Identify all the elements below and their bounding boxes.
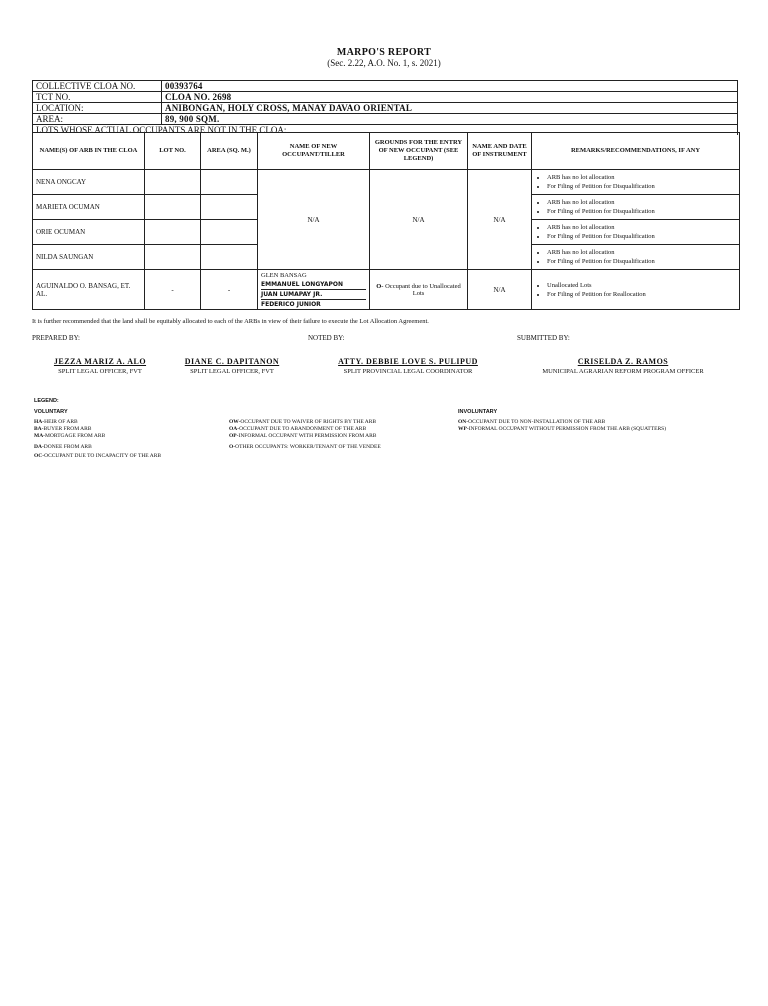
area-cell: - (201, 270, 258, 310)
remark-item: • For Filing of Petition for Disqualification (547, 182, 736, 191)
tct-label: TCT NO. (33, 92, 162, 103)
legend-item: OP-INFORMAL OCCUPANT WITH PERMISSION FROM ARB (229, 433, 377, 439)
legend-item: WP-INFORMAL OCCUPANT WITHOUT PERMISSION FROM THE ARB (SQUATTERS) (458, 426, 667, 432)
lots-label: LOTS WHOSE ACTUAL OCCUPANTS ARE NOT IN THE CLOA: (33, 125, 738, 136)
occupant-name: JUAN LUMAPAY JR. (261, 290, 366, 300)
legend-item: BA-BUYER FROM ARB (34, 426, 92, 432)
recommendation-note: It is further recommended that the land shall be equitably allocated to each of the ARBs in view of their failure to execute the Lot Allocation Agreement. (32, 318, 429, 325)
table-row (33, 170, 740, 195)
location-label: LOCATION: (33, 103, 162, 114)
remark-item: • ARB has no lot allocation (547, 248, 736, 257)
grounds-cell (370, 270, 468, 310)
legend-voluntary: VOLUNTARY (34, 409, 68, 415)
occupant-name: FEDERICO JUNIOR (261, 300, 321, 308)
col-header-instrument: NAME AND DATE OF INSTRUMENT (468, 133, 532, 170)
area-cell (201, 170, 258, 195)
lot-no-cell: - (145, 270, 201, 310)
legend-item: DA-DONEE FROM ARB (34, 444, 92, 450)
noted-by-label: NOTED BY: (308, 334, 345, 342)
remarks-cell (532, 170, 740, 195)
cloa-value: 00393764 (162, 81, 738, 92)
ground-text: Occupant due to Unallocated Lots (383, 282, 461, 297)
legend-item: HA-HEIR OF ARB (34, 419, 78, 425)
remark-item: • For Filing of Petition for Disqualification (547, 257, 736, 266)
signatory-position: MUNICIPAL AGRARIAN REFORM PROGRAM OFFICER (542, 368, 704, 375)
legend-item: O-OTHER OCCUPANTS: WORKER/TENANT OF THE VENDEE (229, 444, 381, 450)
legend-col-2 (229, 419, 381, 451)
legend-title: LEGEND: (34, 398, 59, 404)
lot-no-cell (145, 245, 201, 270)
report-subtitle: (Sec. 2.22, A.O. No. 1, s. 2021) (327, 58, 441, 68)
arb-name: NILDA SAUNGAN (33, 245, 145, 270)
instrument-merged: N/A (468, 170, 532, 270)
col-header-lot-no: LOT NO. (145, 133, 201, 170)
legend-involuntary: INVOLUNTARY (458, 409, 498, 415)
area-cell (201, 220, 258, 245)
signatory-position: SPLIT LEGAL OFFICER, FVT (190, 368, 274, 375)
remark-item: • Unallocated Lots (547, 281, 736, 290)
remarks-cell (532, 245, 740, 270)
signatory-name: CRISELDA Z. RAMOS (577, 357, 669, 366)
cloa-label: COLLECTIVE CLOA NO. (33, 81, 162, 92)
remark-item: • ARB has no lot allocation (547, 223, 736, 232)
ground-code: O- (376, 282, 384, 290)
occupant-name: EMMANUEL LONGYAPON (261, 280, 366, 290)
area-cell (201, 195, 258, 220)
occupant-name: GLEN BANSAG (261, 271, 307, 279)
remark-item: • For Filing of Petition for Disqualification (547, 207, 736, 216)
arb-name: AGUINALDO O. BANSAG, ET. AL. (33, 270, 145, 310)
new-occupants-cell (258, 270, 370, 310)
remark-item: • For Filing of Petition for Reallocation (547, 290, 736, 299)
legend-item: OC-OCCUPANT DUE TO INCAPACITY OF THE ARB (34, 453, 162, 459)
remark-item: • For Filing of Petition for Disqualification (547, 232, 736, 241)
col-header-arb-name: NAME(S) OF ARB IN THE CLOA (33, 133, 145, 170)
submitted-by-label: SUBMITTED BY: (517, 334, 570, 342)
area-value: 89, 900 SQM. (162, 114, 738, 125)
legend-item: OW-OCCUPANT DUE TO WAIVER OF RIGHTS BY THE ARB (229, 419, 377, 425)
lot-no-cell (145, 170, 201, 195)
col-header-area: AREA (SQ. M.) (201, 133, 258, 170)
legend-item: ON-OCCUPANT DUE TO NON-INSTALLATION OF THE ARB (458, 419, 606, 425)
remark-item: • ARB has no lot allocation (547, 198, 736, 207)
col-header-new-occupant: NAME OF NEW OCCUPANT/TILLER (258, 133, 370, 170)
remarks-cell (532, 195, 740, 220)
legend-col-1 (34, 419, 161, 460)
arb-name: ORIE OCUMAN (33, 220, 145, 245)
area-label: AREA: (33, 114, 162, 125)
lot-no-cell (145, 195, 201, 220)
prepared-by-label: PREPARED BY: (32, 334, 80, 342)
legend-col-3 (458, 419, 666, 433)
legend-item: MA-MORTGAGE FROM ARB (34, 433, 106, 439)
tct-value: CLOA NO. 2698 (162, 92, 738, 103)
signatory-name: ATTY. DEBBIE LOVE S. PULIPUD (338, 357, 478, 366)
arb-name: NENA ONGCAY (33, 170, 145, 195)
report-title: MARPO'S REPORT (336, 47, 432, 58)
table-row (33, 270, 740, 310)
grounds-merged: N/A (370, 170, 468, 270)
cloa-info-table (32, 80, 738, 135)
area-cell (201, 245, 258, 270)
signatory-position: SPLIT PROVINCIAL LEGAL COORDINATOR (343, 368, 473, 375)
location-value: ANIBONGAN, HOLY CROSS, MANAY DAVAO ORIENTAL (162, 103, 738, 114)
new-occupant-merged: N/A (258, 170, 370, 270)
arb-name: MARIETA OCUMAN (33, 195, 145, 220)
remark-item: • ARB has no lot allocation (547, 173, 736, 182)
signatory-name: JEZZA MARIZ A. ALO (53, 357, 147, 366)
lot-no-cell (145, 220, 201, 245)
legend-item: OA-OCCUPANT DUE TO ABANDONMENT OF THE ARB (229, 426, 367, 432)
remarks-cell (532, 220, 740, 245)
occupants-table (32, 132, 740, 310)
signatory-name: DIANE C. DAPITANON (184, 357, 280, 366)
signatory-position: SPLIT LEGAL OFFICER, FVT (58, 368, 142, 375)
instrument-cell: N/A (468, 270, 532, 310)
table-header-row (33, 133, 740, 170)
remarks-cell (532, 270, 740, 310)
col-header-grounds: GROUNDS FOR THE ENTRY OF NEW OCCUPANT (SEE LEGEND) (370, 133, 468, 170)
col-header-remarks: REMARKS/RECOMMENDATIONS, IF ANY (532, 133, 740, 170)
